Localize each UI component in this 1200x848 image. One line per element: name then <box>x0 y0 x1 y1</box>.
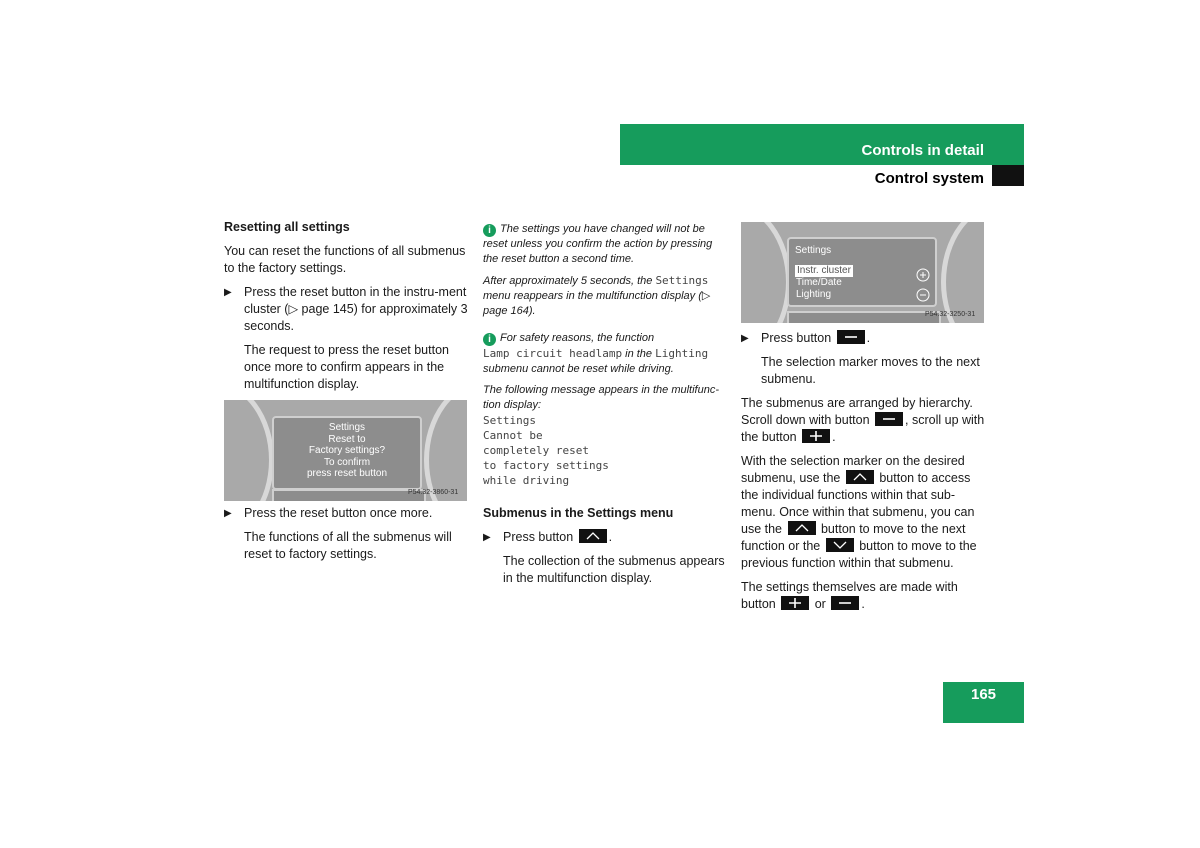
display-line: To confirm <box>323 456 371 468</box>
step-note: The selection marker moves to the next submenu. <box>761 355 980 386</box>
hierarchy-paragraph: The submenus are arranged by hierarchy. Scroll down with button , scroll up with the button . <box>741 396 985 444</box>
plus-minus-icons <box>915 267 931 303</box>
gauge-left <box>741 222 791 323</box>
navigation-paragraph <box>741 453 987 572</box>
message-line: completely reset <box>483 444 589 457</box>
step-note: The collection of the submenus appears in the multifunction display. <box>503 554 725 585</box>
step-label: Press button <box>503 530 574 544</box>
gauge-right <box>424 400 467 501</box>
gauge-right <box>941 222 984 323</box>
info-note-2 <box>483 331 728 377</box>
minus-button-icon <box>831 596 859 610</box>
display-line: Factory settings? <box>308 445 386 456</box>
function-name: Lamp circuit headlamp <box>483 347 623 360</box>
paragraph-text: button to move to the next function or the <box>741 522 966 553</box>
heading-submenus: Submenus in the Settings menu <box>483 506 674 520</box>
gauge-left <box>224 400 274 501</box>
column-3 <box>741 330 987 613</box>
section-title: Controls in detail <box>861 142 984 159</box>
step-note: The request to press the reset button once more to confirm appears in the multifunction display. <box>244 343 449 391</box>
minus-button-icon <box>837 330 865 344</box>
submenu-name: Lighting <box>655 347 709 360</box>
column-1 <box>224 219 468 393</box>
display-line: Settings <box>328 422 366 433</box>
message-line: Settings <box>483 414 536 427</box>
step-press-minus <box>741 330 987 388</box>
heading-resetting: Resetting all settings <box>224 220 350 234</box>
figure-code: P54.32-3250-31 <box>925 311 976 318</box>
minus-button-icon <box>875 412 903 426</box>
settings-paragraph: The settings themselves are made with button or . <box>741 580 958 611</box>
paragraph-text: With the selection marker on the desired submenu, use the <box>741 454 965 485</box>
paragraph-text: The settings themselves are made with button <box>741 580 958 611</box>
info-note-1b <box>483 273 728 319</box>
paragraph-text: or <box>814 597 826 611</box>
step-text: Press the reset button in the instru-ment cluster (▷ page 145) for approximately 3 seconds. <box>244 285 468 333</box>
page-number: 165 <box>943 682 1024 723</box>
up-button-icon <box>788 521 816 535</box>
figure-code: P54.32-3860-31 <box>408 489 459 496</box>
info-text: After approximately 5 seconds, the <box>483 275 656 287</box>
info-text: submenu cannot be reset while driving. <box>483 363 674 375</box>
reset-display-image <box>224 400 467 501</box>
display-line: Reset to <box>328 433 366 445</box>
paragraph-text: The submenus are arranged by hierarchy. Scroll down with button <box>741 396 973 427</box>
display-lower-panel <box>272 489 426 501</box>
column-1-lower <box>224 505 468 563</box>
info-icon: i <box>483 224 496 237</box>
info-icon: i <box>483 333 496 346</box>
message-line: while driving <box>483 474 570 487</box>
bullet-arrow-icon: ▶ <box>741 333 749 344</box>
paragraph-text: button to move to the previous function within that submenu. <box>741 539 977 570</box>
display-line: press reset button <box>306 468 388 479</box>
message-line: to factory settings <box>483 459 609 472</box>
subsection-title: Control system <box>874 170 984 187</box>
info-text: in the <box>622 348 656 360</box>
info-text: menu reappears in the multifunction display (▷ page 164). <box>483 290 711 317</box>
step-note: The functions of all the submenus will reset to factory settings. <box>244 530 452 561</box>
info-text: For safety reasons, the function <box>500 332 655 344</box>
bullet-arrow-icon: ▶ <box>483 532 491 543</box>
step-text: Press the reset button once more. <box>244 506 433 520</box>
plus-button-icon <box>781 596 809 610</box>
display-item: Time/Date <box>796 277 842 288</box>
paragraph-text: , scroll up with the button <box>741 413 985 444</box>
message-line: Cannot be <box>483 429 543 442</box>
step-press-again <box>224 505 468 563</box>
display-lower-panel <box>787 311 941 323</box>
step-label: Press button <box>761 331 832 345</box>
display-message <box>483 413 728 488</box>
up-button-icon <box>846 470 874 484</box>
bullet-arrow-icon: ▶ <box>224 508 232 519</box>
display-title: Settings <box>795 245 832 256</box>
header-marker <box>992 165 1024 186</box>
up-button-icon <box>579 529 607 543</box>
info-note-1 <box>483 222 728 267</box>
step-press-up <box>483 529 728 587</box>
bullet-arrow-icon: ▶ <box>224 287 232 298</box>
menu-name: Settings <box>655 274 709 287</box>
info-follow-text: The following message appears in the multifunc-tion display: <box>483 384 720 411</box>
display-item-selected: Instr. cluster <box>797 265 851 276</box>
intro-text: You can reset the functions of all submenus to the factory settings. <box>224 244 466 275</box>
down-button-icon <box>826 538 854 552</box>
step-text: Press button . <box>503 530 613 544</box>
step-text: Press button . <box>761 331 871 345</box>
display-panel <box>787 237 937 307</box>
display-item: Lighting <box>796 289 832 300</box>
plus-button-icon <box>802 429 830 443</box>
display-panel <box>272 416 422 490</box>
step-press-reset <box>224 284 468 393</box>
column-2 <box>483 222 728 587</box>
settings-display-image <box>741 222 984 323</box>
paragraph-text: button to access the individual functions within that sub-menu. Once within that submenu, you can use the <box>741 471 975 536</box>
info-text: The settings you have changed will not be reset unless you confirm the action by pressing the reset button a second time. <box>483 223 713 265</box>
